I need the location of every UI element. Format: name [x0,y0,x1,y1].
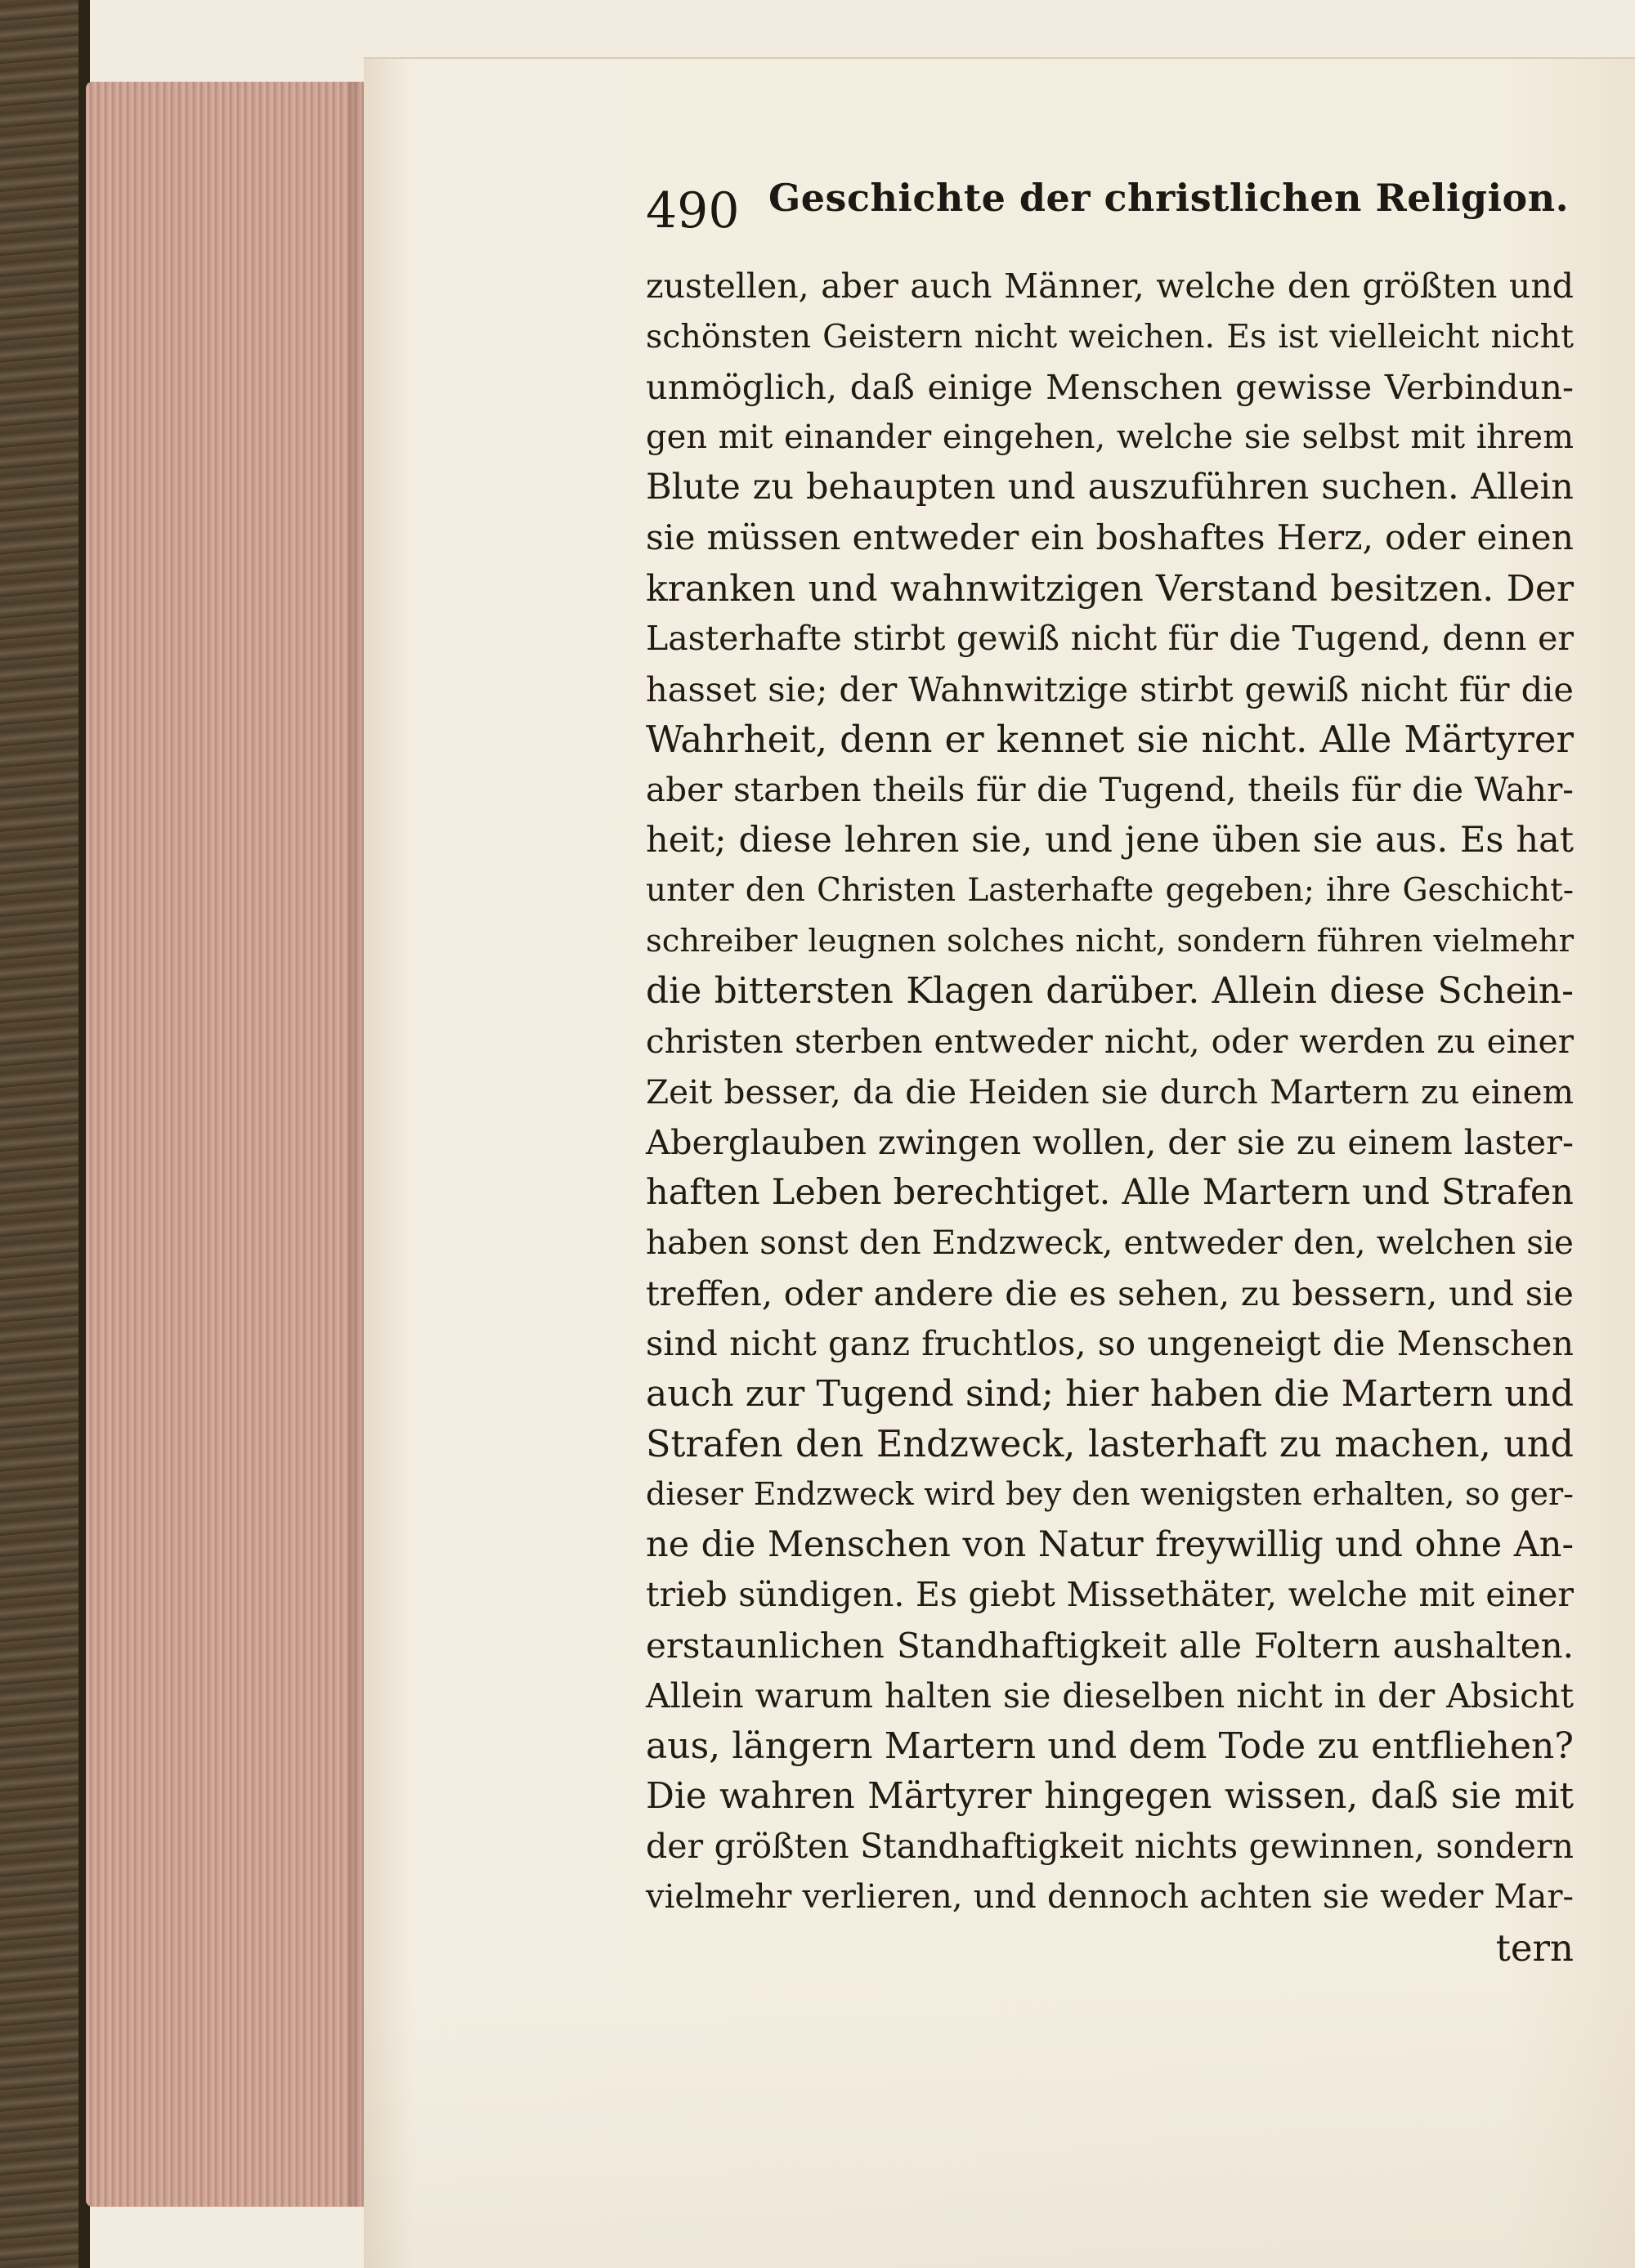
text-line: Wahrheit, denn er kennet sie nicht. Alle Märtyrer [646,718,1574,762]
text-line: Lasterhafte stirbt gewiß nicht für die Tugend, denn er [646,619,1574,659]
text-line: schreiber leugnen solches nicht, sondern führen vielmehr [646,922,1574,960]
running-title: Geschichte der christlichen Religion. [768,176,1570,220]
text-line: Blute zu behaupten und auszuführen suchen. Allein [646,467,1574,508]
text-line: Aberglauben zwingen wollen, der sie zu einem laster- [646,1122,1574,1163]
text-line: hasset sie; der Wahnwitzige stirbt gewiß nicht für die [646,669,1574,709]
text-line: Strafen den Endzweck, lasterhaft zu machen, und [646,1423,1574,1465]
text-line: vielmehr verlieren, und dennoch achten sie weder Mar- [646,1878,1574,1916]
page-edges [86,82,364,2207]
text-line: Die wahren Märtyrer hingegen wissen, daß sie mit [646,1775,1574,1817]
text-line: der größten Standhaftigkeit nichts gewinnen, sondern [646,1827,1574,1867]
text-line: treffen, oder andere die es sehen, zu bessern, und sie [646,1273,1574,1313]
text-line: erstaunlichen Standhaftigkeit alle Foltern aushalten. [646,1626,1574,1666]
text-line: ne die Menschen von Natur freywillig und ohne An- [646,1523,1574,1565]
text-line: heit; diese lehren sie, und jene üben sie aus. Es hat [646,819,1574,861]
text-line: unmöglich, daß einige Menschen gewisse Verbindun- [646,367,1574,408]
text-line: sind nicht ganz fruchtlos, so ungeneigt die Menschen [646,1323,1574,1364]
text-line: zustellen, aber auch Männer, welche den größten und [646,266,1574,306]
text-line: gen mit einander eingehen, welche sie selbst mit ihrem [646,418,1574,456]
text-line: schönsten Geistern nicht weichen. Es ist vielleicht nicht [646,317,1574,356]
lower-margin [364,1978,1635,2268]
text-line: kranken und wahnwitzigen Verstand besitzen. Der [646,567,1574,610]
text-line: christen sterben entweder nicht, oder werden zu einer [646,1021,1574,1061]
text-line: die bittersten Klagen darüber. Allein diese Schein- [646,970,1574,1013]
text-line: aber starben theils für die Tugend, theils für die Wahr- [646,769,1574,809]
text-line: Allein warum halten sie dieselben nicht in der Absicht [646,1675,1574,1716]
text-line: dieser Endzweck wird bey den wenigsten erhalten, so ger- [646,1476,1574,1513]
catchword: tern [1495,1926,1574,1970]
text-line: trieb sündigen. Es giebt Missethäter, welche mit einer [646,1575,1574,1615]
book-spine [0,0,90,2268]
body-text [646,262,1574,1973]
text-line: aus, längern Martern und dem Tode zu entfliehen? [646,1725,1574,1768]
text-line: sie müssen entweder ein boshaftes Herz, oder einen [646,517,1574,558]
text-line: unter den Christen Lasterhafte gegeben; ihre Geschicht- [646,872,1574,910]
text-line: haben sonst den Endzweck, entweder den, welchen sie [646,1223,1574,1263]
page-number: 490 [646,182,740,239]
text-line: Zeit besser, da die Heiden sie durch Martern zu einem [646,1071,1574,1112]
text-line: auch zur Tugend sind; hier haben die Martern und [646,1373,1574,1416]
text-line: haften Leben berechtiget. Alle Martern und Strafen [646,1171,1574,1213]
page-header [646,168,1570,241]
